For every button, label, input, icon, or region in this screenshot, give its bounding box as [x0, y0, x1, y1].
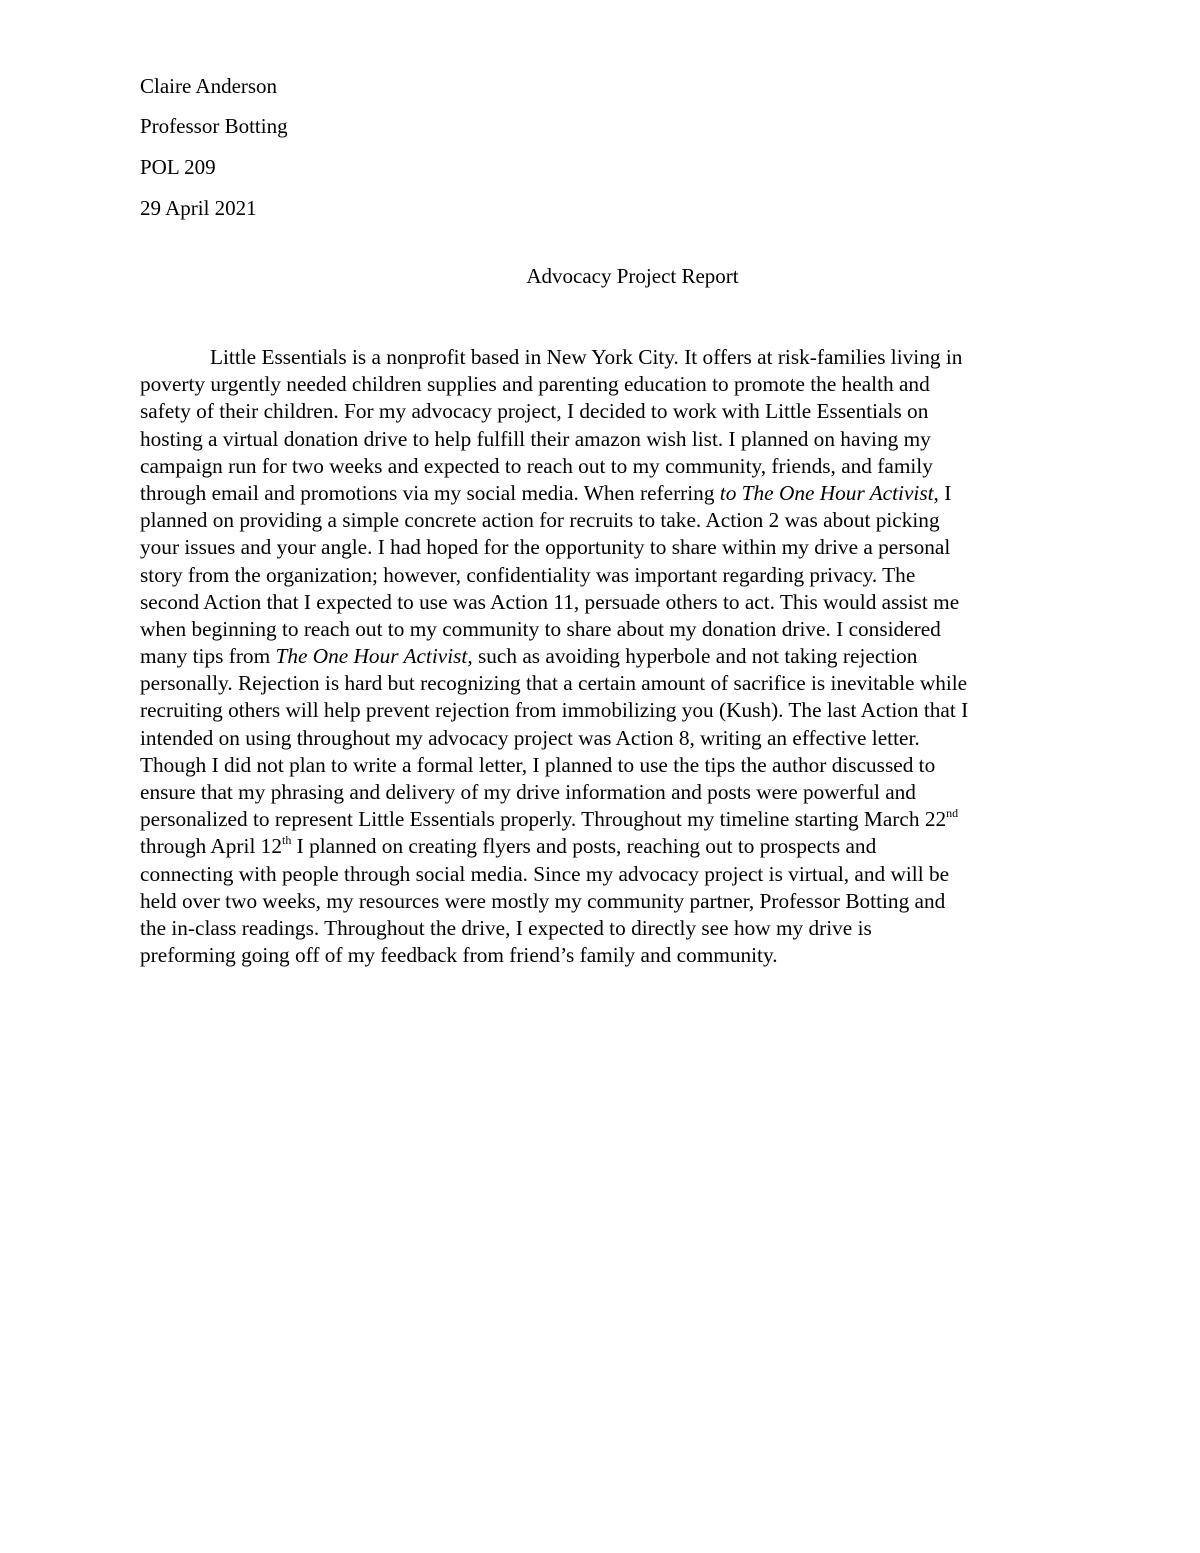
body-line	[140, 643, 1070, 670]
body-line	[140, 480, 1070, 507]
body-line: connecting with people through social media. Since my advocacy project is virtual, and will be	[140, 861, 950, 886]
body-text: I planned on creating flyers and posts, reaching out to prospects and	[291, 834, 877, 859]
professor-name: Professor Botting	[140, 114, 288, 138]
body-line	[140, 806, 1070, 833]
ordinal-suffix: nd	[946, 806, 959, 821]
body-text: through April 12	[140, 834, 282, 859]
body-line: preforming going off of my feedback from friend’s family and community.	[140, 943, 778, 968]
body-line: personally. Rejection is hard but recognizing that a certain amount of sacrifice is inevitable while	[140, 671, 968, 696]
report-date: 29 April 2021	[140, 196, 257, 220]
body-line: your issues and your angle. I had hoped for the opportunity to share within my drive a personal	[140, 535, 951, 560]
report-title: Advocacy Project Report	[526, 264, 739, 288]
report-body-paragraph	[140, 344, 1070, 969]
body-line: story from the organization; however, confidentiality was important regarding privacy. The	[140, 562, 916, 587]
body-text: through email and promotions via my social media. When referring	[140, 480, 720, 505]
body-line: the in-class readings. Throughout the drive, I expected to directly see how my drive is	[140, 915, 872, 940]
author-name: Claire Anderson	[140, 74, 278, 98]
body-line: when beginning to reach out to my community to share about my donation drive. I considered	[140, 616, 941, 641]
body-line: planned on providing a simple concrete action for recruits to take. Action 2 was about picking	[140, 508, 940, 533]
body-line: intended on using throughout my advocacy project was Action 8, writing an effective letter.	[140, 725, 920, 750]
body-text: personalized to represent Little Essentials properly. Throughout my timeline starting March 22	[140, 807, 947, 832]
body-text: , I	[933, 480, 952, 505]
body-line: recruiting others will help prevent rejection from immobilizing you (Kush). The last Action that I	[140, 698, 969, 723]
body-line	[140, 833, 1070, 860]
body-line: ensure that my phrasing and delivery of my drive information and posts were powerful and	[140, 780, 916, 804]
book-title-italic: The One Hour Activist	[275, 644, 468, 669]
body-line: campaign run for two weeks and expected to reach out to my community, friends, and family	[140, 453, 933, 478]
book-title-italic: to The One Hour Activist	[719, 480, 934, 505]
body-line: Though I did not plan to write a formal letter, I planned to use the tips the author discussed to	[140, 752, 936, 777]
body-line: hosting a virtual donation drive to help fulfill their amazon wish list. I planned on having my	[140, 426, 931, 451]
body-line: poverty urgently needed children supplies and parenting education to promote the health and	[140, 372, 930, 397]
ordinal-suffix: th	[281, 833, 292, 848]
body-line: Little Essentials is a nonprofit based in New York City. It offers at risk-families living in	[210, 345, 963, 369]
body-text: , such as avoiding hyperbole and not taking rejection	[467, 644, 918, 669]
body-line: second Action that I expected to use was Action 11, persuade others to act. This would assist me	[140, 589, 960, 614]
body-line: held over two weeks, my resources were mostly my community partner, Professor Botting and	[140, 888, 946, 913]
course-code: POL 209	[140, 155, 216, 179]
body-text: many tips from	[140, 644, 276, 669]
body-line: safety of their children. For my advocacy project, I decided to work with Little Essentials on	[140, 399, 929, 424]
